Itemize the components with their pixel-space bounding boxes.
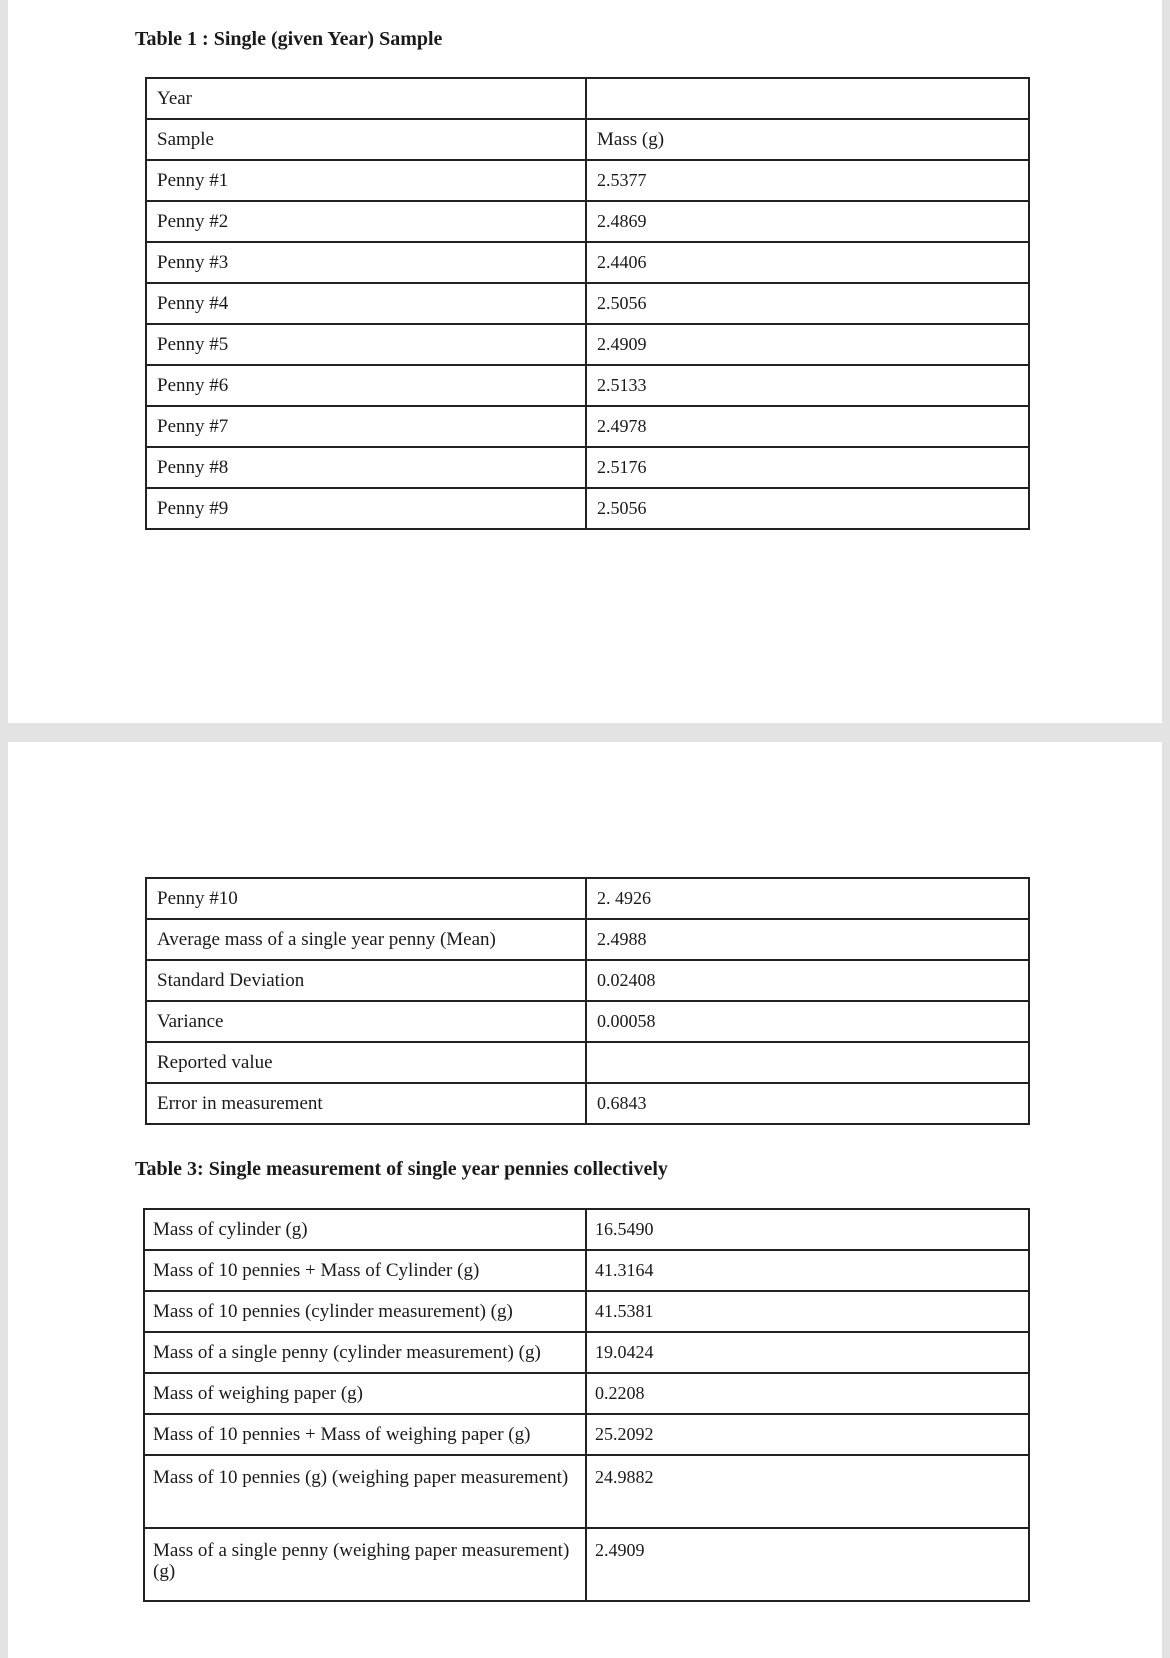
table-row (144, 1414, 1029, 1455)
row-value: 2.4909 (586, 324, 1029, 365)
table-row (144, 1332, 1029, 1373)
table-row (146, 488, 1029, 529)
row-value: 2.5133 (586, 365, 1029, 406)
row-value: 2.4988 (586, 919, 1029, 960)
row-label: Penny #8 (146, 447, 586, 488)
table-1-title: Table 1 : Single (given Year) Sample (135, 28, 443, 50)
table-row (146, 919, 1029, 960)
row-value: 2.4909 (586, 1528, 1029, 1601)
row-value: 2.5176 (586, 447, 1029, 488)
row-value: 2.4869 (586, 201, 1029, 242)
row-label: Penny #9 (146, 488, 586, 529)
row-label: Penny #1 (146, 160, 586, 201)
row-value: 0.6843 (586, 1083, 1029, 1124)
row-label: Penny #6 (146, 365, 586, 406)
row-value (586, 1042, 1029, 1083)
row-value: 2. 4926 (586, 878, 1029, 919)
table-row (146, 878, 1029, 919)
table-row (146, 406, 1029, 447)
row-label: Penny #3 (146, 242, 586, 283)
table-row (146, 324, 1029, 365)
row-label: Year (146, 78, 586, 119)
table-3 (143, 1208, 1030, 1602)
row-label: Mass of 10 pennies (g) (weighing paper measurement) (144, 1455, 586, 1528)
row-label: Penny #2 (146, 201, 586, 242)
table-row (144, 1250, 1029, 1291)
row-value: 41.5381 (586, 1291, 1029, 1332)
row-label: Standard Deviation (146, 960, 586, 1001)
row-value: 24.9882 (586, 1455, 1029, 1528)
row-label: Variance (146, 1001, 586, 1042)
row-value: 19.0424 (586, 1332, 1029, 1373)
table-row (144, 1291, 1029, 1332)
row-value: Mass (g) (586, 119, 1029, 160)
table-row (146, 242, 1029, 283)
row-label: Mass of a single penny (cylinder measurement) (g) (144, 1332, 586, 1373)
row-label: Reported value (146, 1042, 586, 1083)
row-label: Mass of cylinder (g) (144, 1209, 586, 1250)
row-label: Mass of 10 pennies (cylinder measurement) (g) (144, 1291, 586, 1332)
table-row (146, 1042, 1029, 1083)
row-value: 25.2092 (586, 1414, 1029, 1455)
row-value: 2.5056 (586, 283, 1029, 324)
row-label: Average mass of a single year penny (Mean) (146, 919, 586, 960)
table-row (146, 201, 1029, 242)
row-value: 2.5377 (586, 160, 1029, 201)
row-label: Error in measurement (146, 1083, 586, 1124)
table-row (144, 1373, 1029, 1414)
table-row (146, 365, 1029, 406)
row-label: Mass of a single penny (weighing paper measurement) (g) (144, 1528, 586, 1601)
row-value: 16.5490 (586, 1209, 1029, 1250)
row-label: Penny #7 (146, 406, 586, 447)
row-value: 41.3164 (586, 1250, 1029, 1291)
row-value: 2.5056 (586, 488, 1029, 529)
row-value (586, 78, 1029, 119)
table-row (144, 1455, 1029, 1528)
row-value: 2.4406 (586, 242, 1029, 283)
row-label: Penny #4 (146, 283, 586, 324)
row-label: Mass of weighing paper (g) (144, 1373, 586, 1414)
row-value: 2.4978 (586, 406, 1029, 447)
table-1-continued (145, 877, 1030, 1125)
row-label: Penny #10 (146, 878, 586, 919)
table-3-title: Table 3: Single measurement of single year pennies collectively (135, 1158, 668, 1180)
table-row (146, 283, 1029, 324)
table-row (144, 1528, 1029, 1601)
table-row (146, 78, 1029, 119)
row-label: Penny #5 (146, 324, 586, 365)
table-row (146, 119, 1029, 160)
row-label: Mass of 10 pennies + Mass of weighing paper (g) (144, 1414, 586, 1455)
table-row (146, 160, 1029, 201)
table-row (146, 1001, 1029, 1042)
row-label: Sample (146, 119, 586, 160)
table-row (146, 960, 1029, 1001)
table-row (146, 1083, 1029, 1124)
row-label: Mass of 10 pennies + Mass of Cylinder (g) (144, 1250, 586, 1291)
row-value: 0.00058 (586, 1001, 1029, 1042)
table-1 (145, 77, 1030, 530)
row-value: 0.2208 (586, 1373, 1029, 1414)
row-value: 0.02408 (586, 960, 1029, 1001)
table-row (146, 447, 1029, 488)
table-row (144, 1209, 1029, 1250)
